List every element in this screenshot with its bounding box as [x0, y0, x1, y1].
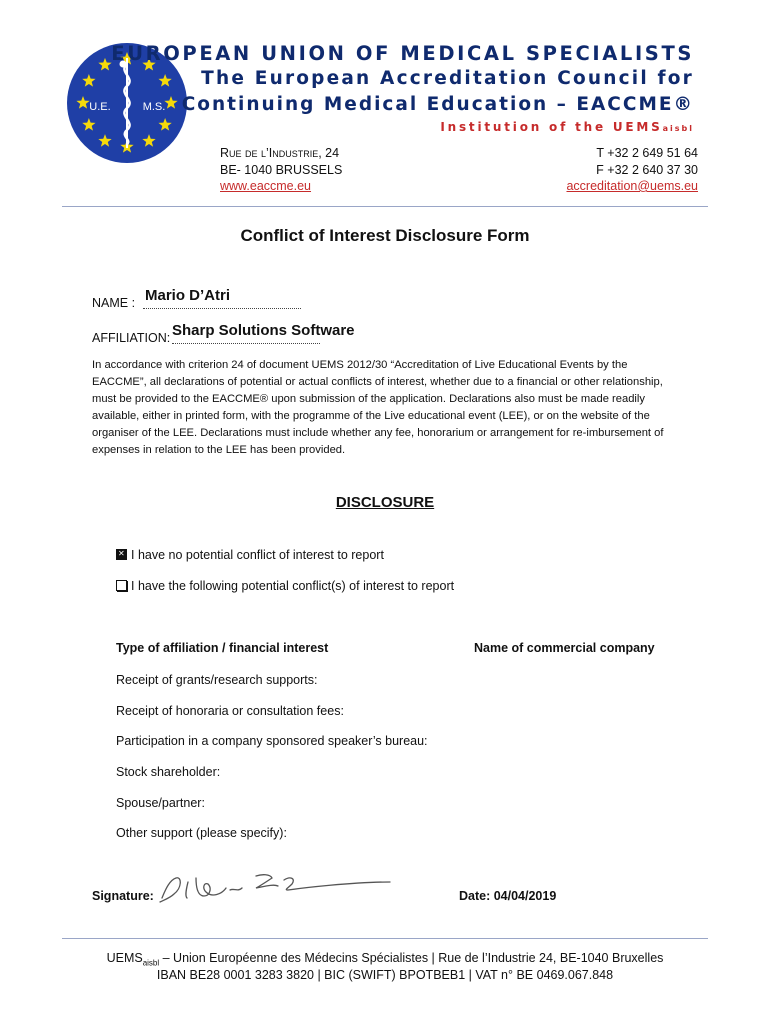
org-name-line2: The European Accreditation Council for — [201, 68, 694, 89]
logo-right-text: M.S. — [142, 101, 166, 113]
list-item: Receipt of honoraria or consultation fees: — [116, 704, 344, 718]
unchecked-checkbox-icon[interactable] — [116, 580, 127, 591]
logo-left-text: U.E. — [89, 101, 111, 113]
footer-uems: UEMS — [106, 951, 143, 965]
option-has-conflict[interactable] — [116, 579, 454, 593]
org-name-line4 — [440, 120, 694, 134]
option-has-conflict-label: I have the following potential conflict(s) of interest to report — [131, 579, 455, 593]
handwritten-signature[interactable] — [152, 868, 392, 908]
org-institution-sub: aisbl — [662, 124, 694, 133]
org-name-line1: EUROPEAN UNION OF MEDICAL SPECIALISTS — [111, 42, 694, 65]
option-no-conflict-label: I have no potential conflict of interest to report — [131, 548, 384, 562]
footer-uems-sub: aisbl — [142, 958, 160, 968]
column-company-name: Name of commercial company — [474, 641, 655, 655]
header-divider — [62, 206, 708, 207]
phone-number: T +32 2 649 51 64 — [596, 146, 698, 160]
footer-line1 — [0, 951, 770, 968]
checked-checkbox-icon[interactable] — [116, 549, 127, 560]
fax-number: F +32 2 640 37 30 — [596, 163, 698, 177]
affiliation-label: AFFILIATION: — [92, 331, 171, 345]
form-title: Conflict of Interest Disclosure Form — [240, 226, 530, 245]
list-item: Receipt of grants/research supports: — [116, 673, 318, 687]
address-street: Rue de l’Industrie, 24 — [220, 146, 340, 160]
footer-divider — [62, 938, 708, 939]
name-label: NAME : — [92, 296, 136, 310]
footer-address: – Union Européenne des Médecins Spécialistes | Rue de l’Industrie 24, BE-1040 Bruxelles — [159, 951, 664, 965]
list-item: Spouse/partner: — [116, 796, 205, 810]
footer-line2: IBAN BE28 0001 3283 3820 | BIC (SWIFT) BPOTBEB1 | VAT n° BE 0469.067.848 — [156, 968, 614, 982]
list-item: Other support (please specify): — [116, 826, 287, 840]
column-affiliation-type: Type of affiliation / financial interest — [116, 641, 329, 655]
list-item: Participation in a company sponsored speaker’s bureau: — [116, 734, 428, 748]
affiliation-field[interactable]: Sharp Solutions Software — [172, 322, 355, 339]
criterion-paragraph: In accordance with criterion 24 of document UEMS 2012/30 “Accreditation of Live Educational Events by the EACCME”, all declarations of potential or actual conflicts of interest, whether due to a financial or other relationship, must be provided to the EACCME® upon submission of the application. Declarations also must be made readily available, either in printed form, with the programme of the Live educational event (LEE), or on the website of the organiser of the LEE. Declarations must include whether any fee, honorarium or arrangement for re-imbursement of expenses in relation to the LEE has been provided. — [92, 359, 664, 457]
org-institution-text: Institution of the UEMS — [440, 120, 663, 134]
signature-label: Signature: — [92, 889, 154, 903]
list-item: Stock shareholder: — [116, 765, 221, 779]
disclosure-heading: DISCLOSURE — [335, 494, 435, 511]
option-no-conflict[interactable] — [116, 548, 384, 562]
website-link[interactable]: www.eaccme.eu — [220, 179, 312, 193]
email-link[interactable]: accreditation@uems.eu — [566, 179, 698, 193]
signature-date: Date: 04/04/2019 — [459, 889, 557, 903]
address-city: BE- 1040 BRUSSELS — [220, 163, 343, 177]
name-field[interactable]: Mario D’Atri — [145, 287, 231, 304]
org-name-line3: Continuing Medical Education – EACCME® — [181, 94, 694, 115]
